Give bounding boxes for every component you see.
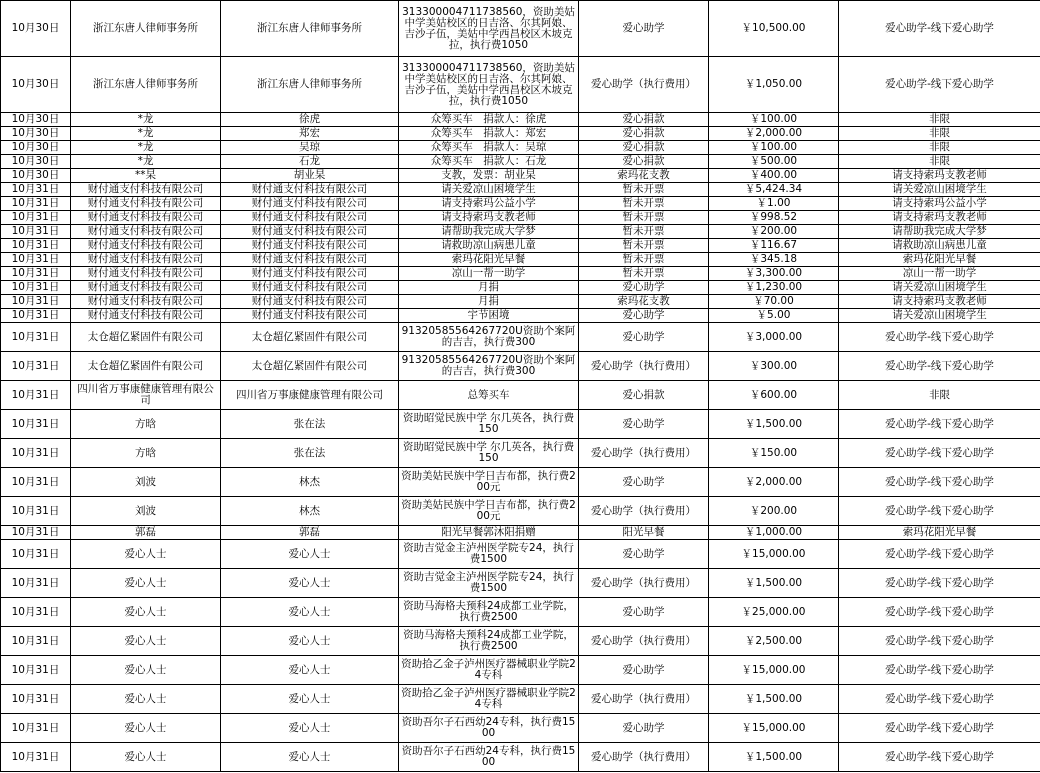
category-cell: 暂未开票	[579, 197, 709, 211]
payer-cell: 浙江东唐人律师事务所	[221, 1, 399, 57]
description-cell: 资助吾尔子石西幼24专科，执行费1500	[399, 714, 579, 743]
description-cell: 众筹买车 捐款人：郑宏	[399, 127, 579, 141]
table-row	[1, 253, 1040, 267]
table-row	[1, 211, 1040, 225]
purpose-cell: 爱心助学-线下爱心助学	[839, 743, 1040, 772]
amount-cell: ￥600.00	[709, 381, 839, 410]
category-cell: 爱心捐款	[579, 127, 709, 141]
purpose-cell: 爱心助学-线下爱心助学	[839, 468, 1040, 497]
description-cell: 资助美姑民族中学日吉布都，执行费200元	[399, 497, 579, 526]
amount-cell: ￥10,500.00	[709, 1, 839, 57]
description-cell: 宇节困境	[399, 309, 579, 323]
purpose-cell: 爱心助学-线下爱心助学	[839, 410, 1040, 439]
purpose-cell: 爱心助学-线下爱心助学	[839, 323, 1040, 352]
date-cell: 10月31日	[1, 743, 71, 772]
category-cell: 暂未开票	[579, 211, 709, 225]
payer-cell: 爱心人士	[221, 598, 399, 627]
donor-cell: 浙江东唐人律师事务所	[71, 57, 221, 113]
payer-cell: 张在法	[221, 410, 399, 439]
amount-cell: ￥100.00	[709, 141, 839, 155]
amount-cell: ￥200.00	[709, 225, 839, 239]
date-cell: 10月30日	[1, 1, 71, 57]
date-cell: 10月30日	[1, 57, 71, 113]
date-cell: 10月30日	[1, 155, 71, 169]
description-cell: 资助美姑民族中学日吉布都，执行费200元	[399, 468, 579, 497]
purpose-cell: 索玛花阳光早餐	[839, 526, 1040, 540]
date-cell: 10月31日	[1, 211, 71, 225]
category-cell: 暂未开票	[579, 253, 709, 267]
donor-cell: 爱心人士	[71, 714, 221, 743]
table-row	[1, 569, 1040, 598]
table-row	[1, 685, 1040, 714]
table-row	[1, 267, 1040, 281]
description-cell: 资助昭觉民族中学 尔几英各，执行费150	[399, 410, 579, 439]
payer-cell: 爱心人士	[221, 540, 399, 569]
category-cell: 爱心捐款	[579, 155, 709, 169]
amount-cell: ￥400.00	[709, 169, 839, 183]
payer-cell: 太仓超亿紧固件有限公司	[221, 352, 399, 381]
table-row	[1, 540, 1040, 569]
purpose-cell: 索玛花阳光早餐	[839, 253, 1040, 267]
payer-cell: 爱心人士	[221, 685, 399, 714]
purpose-cell: 爱心助学-线下爱心助学	[839, 497, 1040, 526]
payer-cell: 财付通支付科技有限公司	[221, 281, 399, 295]
amount-cell: ￥1,500.00	[709, 743, 839, 772]
category-cell: 爱心捐款	[579, 141, 709, 155]
date-cell: 10月30日	[1, 113, 71, 127]
amount-cell: ￥1.00	[709, 197, 839, 211]
purpose-cell: 爱心助学-线下爱心助学	[839, 540, 1040, 569]
date-cell: 10月30日	[1, 169, 71, 183]
purpose-cell: 爱心助学-线下爱心助学	[839, 656, 1040, 685]
payer-cell: 张在法	[221, 439, 399, 468]
category-cell: 爱心捐款	[579, 381, 709, 410]
date-cell: 10月31日	[1, 656, 71, 685]
amount-cell: ￥2,000.00	[709, 127, 839, 141]
amount-cell: ￥2,000.00	[709, 468, 839, 497]
description-cell: 众筹买车 捐款人：石龙	[399, 155, 579, 169]
payer-cell: 财付通支付科技有限公司	[221, 211, 399, 225]
table-row	[1, 410, 1040, 439]
description-cell: 凉山一帮一助学	[399, 267, 579, 281]
donor-cell: 财付通支付科技有限公司	[71, 267, 221, 281]
donor-cell: 财付通支付科技有限公司	[71, 225, 221, 239]
donor-cell: *龙	[71, 155, 221, 169]
category-cell: 爱心助学	[579, 309, 709, 323]
date-cell: 10月31日	[1, 468, 71, 497]
donor-cell: 财付通支付科技有限公司	[71, 197, 221, 211]
donor-cell: 爱心人士	[71, 656, 221, 685]
description-cell: 资助吾尔子石西幼24专科，执行费1500	[399, 743, 579, 772]
category-cell: 爱心助学	[579, 323, 709, 352]
date-cell: 10月31日	[1, 627, 71, 656]
donor-cell: 太仓超亿紧固件有限公司	[71, 323, 221, 352]
amount-cell: ￥100.00	[709, 113, 839, 127]
category-cell: 爱心助学（执行费用）	[579, 685, 709, 714]
payer-cell: 林杰	[221, 468, 399, 497]
category-cell: 爱心助学（执行费用）	[579, 569, 709, 598]
table-row	[1, 439, 1040, 468]
donor-cell: 刘波	[71, 497, 221, 526]
category-cell: 爱心助学（执行费用）	[579, 352, 709, 381]
table-row	[1, 183, 1040, 197]
purpose-cell: 非限	[839, 155, 1040, 169]
description-cell: 资助马海格夫预科24成都工业学院，执行费2500	[399, 627, 579, 656]
payer-cell: 四川省万事康健康管理有限公司	[221, 381, 399, 410]
purpose-cell: 请支持索玛公益小学	[839, 197, 1040, 211]
description-cell: 91320585564267720U资助个案阿的吉吉，执行费300	[399, 352, 579, 381]
donor-cell: 财付通支付科技有限公司	[71, 295, 221, 309]
purpose-cell: 请关爱凉山困境学生	[839, 281, 1040, 295]
description-cell: 资助马海格夫预科24成都工业学院，执行费2500	[399, 598, 579, 627]
amount-cell: ￥25,000.00	[709, 598, 839, 627]
purpose-cell: 非限	[839, 141, 1040, 155]
payer-cell: 林杰	[221, 497, 399, 526]
purpose-cell: 请关爱凉山困境学生	[839, 183, 1040, 197]
description-cell: 索玛花阳光早餐	[399, 253, 579, 267]
donor-cell: 财付通支付科技有限公司	[71, 211, 221, 225]
description-cell: 313300004711738560，资助美姑中学美姑校区的日吉洛、尔其阿娘、吉沙子伍，美姑中学西昌校区木坡克拉，执行费1050	[399, 57, 579, 113]
donor-cell: 太仓超亿紧固件有限公司	[71, 352, 221, 381]
category-cell: 爱心助学（执行费用）	[579, 439, 709, 468]
payer-cell: 太仓超亿紧固件有限公司	[221, 323, 399, 352]
date-cell: 10月31日	[1, 410, 71, 439]
purpose-cell: 爱心助学-线下爱心助学	[839, 627, 1040, 656]
description-cell: 众筹买车 捐款人：吴琼	[399, 141, 579, 155]
amount-cell: ￥5,424.34	[709, 183, 839, 197]
description-cell: 91320585564267720U资助个案阿的吉吉，执行费300	[399, 323, 579, 352]
category-cell: 爱心助学	[579, 410, 709, 439]
donor-cell: 爱心人士	[71, 569, 221, 598]
purpose-cell: 非限	[839, 381, 1040, 410]
purpose-cell: 请帮助我完成大学梦	[839, 225, 1040, 239]
table-row	[1, 497, 1040, 526]
category-cell: 爱心助学（执行费用）	[579, 497, 709, 526]
payer-cell: 爱心人士	[221, 569, 399, 598]
payer-cell: 财付通支付科技有限公司	[221, 267, 399, 281]
payer-cell: 财付通支付科技有限公司	[221, 183, 399, 197]
date-cell: 10月31日	[1, 309, 71, 323]
donor-cell: 财付通支付科技有限公司	[71, 309, 221, 323]
description-cell: 请支持索玛公益小学	[399, 197, 579, 211]
category-cell: 索玛花支教	[579, 295, 709, 309]
amount-cell: ￥1,500.00	[709, 685, 839, 714]
table-row	[1, 141, 1040, 155]
table-row	[1, 323, 1040, 352]
description-cell: 月捐	[399, 295, 579, 309]
payer-cell: 吴琼	[221, 141, 399, 155]
category-cell: 爱心助学	[579, 714, 709, 743]
table-row	[1, 127, 1040, 141]
purpose-cell: 爱心助学-线下爱心助学	[839, 714, 1040, 743]
date-cell: 10月31日	[1, 239, 71, 253]
purpose-cell: 非限	[839, 127, 1040, 141]
description-cell: 资助拾乙金子泸州医疗器械职业学院24专科	[399, 656, 579, 685]
category-cell: 阳光早餐	[579, 526, 709, 540]
date-cell: 10月31日	[1, 381, 71, 410]
table-row	[1, 656, 1040, 685]
amount-cell: ￥3,300.00	[709, 267, 839, 281]
category-cell: 爱心助学（执行费用）	[579, 627, 709, 656]
donor-cell: 财付通支付科技有限公司	[71, 253, 221, 267]
category-cell: 爱心捐款	[579, 113, 709, 127]
table-row	[1, 714, 1040, 743]
date-cell: 10月31日	[1, 197, 71, 211]
donor-cell: 财付通支付科技有限公司	[71, 281, 221, 295]
table-row	[1, 352, 1040, 381]
payer-cell: 郭磊	[221, 526, 399, 540]
payer-cell: 浙江东唐人律师事务所	[221, 57, 399, 113]
amount-cell: ￥1,500.00	[709, 410, 839, 439]
category-cell: 索玛花支教	[579, 169, 709, 183]
amount-cell: ￥1,500.00	[709, 569, 839, 598]
payer-cell: 财付通支付科技有限公司	[221, 309, 399, 323]
date-cell: 10月31日	[1, 598, 71, 627]
table-row	[1, 743, 1040, 772]
date-cell: 10月31日	[1, 569, 71, 598]
table-row	[1, 281, 1040, 295]
payer-cell: 徐虎	[221, 113, 399, 127]
table-row	[1, 526, 1040, 540]
donor-cell: 爱心人士	[71, 540, 221, 569]
date-cell: 10月31日	[1, 281, 71, 295]
description-cell: 月捐	[399, 281, 579, 295]
donor-cell: 财付通支付科技有限公司	[71, 183, 221, 197]
donor-cell: 爱心人士	[71, 743, 221, 772]
description-cell: 资助昭觉民族中学 尔几英各，执行费150	[399, 439, 579, 468]
payer-cell: 爱心人士	[221, 743, 399, 772]
payer-cell: 石龙	[221, 155, 399, 169]
amount-cell: ￥70.00	[709, 295, 839, 309]
payer-cell: 财付通支付科技有限公司	[221, 253, 399, 267]
purpose-cell: 爱心助学-线下爱心助学	[839, 598, 1040, 627]
donor-cell: 方晗	[71, 410, 221, 439]
category-cell: 爱心助学	[579, 598, 709, 627]
donor-cell: 爱心人士	[71, 627, 221, 656]
date-cell: 10月30日	[1, 127, 71, 141]
purpose-cell: 非限	[839, 113, 1040, 127]
donor-cell: 郭磊	[71, 526, 221, 540]
table-row	[1, 381, 1040, 410]
purpose-cell: 爱心助学-线下爱心助学	[839, 685, 1040, 714]
amount-cell: ￥15,000.00	[709, 540, 839, 569]
table-row	[1, 1, 1040, 57]
donor-cell: *龙	[71, 113, 221, 127]
table-row	[1, 598, 1040, 627]
amount-cell: ￥5.00	[709, 309, 839, 323]
purpose-cell: 爱心助学-线下爱心助学	[839, 352, 1040, 381]
donation-table-body	[1, 1, 1040, 772]
donor-cell: 四川省万事康健康管理有限公司	[71, 381, 221, 410]
table-row	[1, 57, 1040, 113]
date-cell: 10月31日	[1, 526, 71, 540]
payer-cell: 爱心人士	[221, 627, 399, 656]
category-cell: 暂未开票	[579, 225, 709, 239]
amount-cell: ￥15,000.00	[709, 656, 839, 685]
category-cell: 爱心助学	[579, 540, 709, 569]
category-cell: 暂未开票	[579, 183, 709, 197]
date-cell: 10月31日	[1, 714, 71, 743]
purpose-cell: 请关爱凉山困境学生	[839, 309, 1040, 323]
payer-cell: 爱心人士	[221, 656, 399, 685]
description-cell: 资助拾乙金子泸州医疗器械职业学院24专科	[399, 685, 579, 714]
date-cell: 10月31日	[1, 352, 71, 381]
description-cell: 请支持索玛支教老师	[399, 211, 579, 225]
amount-cell: ￥3,000.00	[709, 323, 839, 352]
table-row	[1, 113, 1040, 127]
amount-cell: ￥1,050.00	[709, 57, 839, 113]
amount-cell: ￥1,000.00	[709, 526, 839, 540]
purpose-cell: 爱心助学-线下爱心助学	[839, 1, 1040, 57]
table-row	[1, 197, 1040, 211]
date-cell: 10月31日	[1, 295, 71, 309]
amount-cell: ￥500.00	[709, 155, 839, 169]
purpose-cell: 凉山一帮一助学	[839, 267, 1040, 281]
donor-cell: 爱心人士	[71, 685, 221, 714]
table-row	[1, 155, 1040, 169]
amount-cell: ￥345.18	[709, 253, 839, 267]
payer-cell: 财付通支付科技有限公司	[221, 295, 399, 309]
amount-cell: ￥1,230.00	[709, 281, 839, 295]
amount-cell: ￥15,000.00	[709, 714, 839, 743]
table-row	[1, 225, 1040, 239]
description-cell: 支教，发票：胡业杲	[399, 169, 579, 183]
purpose-cell: 请救助凉山病患儿童	[839, 239, 1040, 253]
category-cell: 爱心助学（执行费用）	[579, 57, 709, 113]
description-cell: 请帮助我完成大学梦	[399, 225, 579, 239]
payer-cell: 爱心人士	[221, 714, 399, 743]
donor-cell: *龙	[71, 141, 221, 155]
date-cell: 10月31日	[1, 267, 71, 281]
amount-cell: ￥2,500.00	[709, 627, 839, 656]
description-cell: 请救助凉山病患儿童	[399, 239, 579, 253]
description-cell: 请关爱凉山困境学生	[399, 183, 579, 197]
donor-cell: *龙	[71, 127, 221, 141]
date-cell: 10月31日	[1, 497, 71, 526]
date-cell: 10月31日	[1, 540, 71, 569]
donor-cell: 浙江东唐人律师事务所	[71, 1, 221, 57]
date-cell: 10月31日	[1, 323, 71, 352]
date-cell: 10月31日	[1, 253, 71, 267]
amount-cell: ￥998.52	[709, 211, 839, 225]
description-cell: 资助吉觉金主泸州医学院专24，执行费1500	[399, 540, 579, 569]
payer-cell: 郑宏	[221, 127, 399, 141]
purpose-cell: 请支持索玛支教老师	[839, 211, 1040, 225]
donor-cell: 爱心人士	[71, 598, 221, 627]
description-cell: 阳光早餐郭沐阳捐赠	[399, 526, 579, 540]
description-cell: 资助吉觉金主泸州医学院专24，执行费1500	[399, 569, 579, 598]
table-row	[1, 627, 1040, 656]
date-cell: 10月30日	[1, 141, 71, 155]
date-cell: 10月31日	[1, 225, 71, 239]
date-cell: 10月31日	[1, 685, 71, 714]
category-cell: 暂未开票	[579, 239, 709, 253]
payer-cell: 财付通支付科技有限公司	[221, 239, 399, 253]
donor-cell: 刘波	[71, 468, 221, 497]
date-cell: 10月31日	[1, 183, 71, 197]
amount-cell: ￥150.00	[709, 439, 839, 468]
date-cell: 10月31日	[1, 439, 71, 468]
table-row	[1, 309, 1040, 323]
category-cell: 暂未开票	[579, 267, 709, 281]
category-cell: 爱心助学（执行费用）	[579, 743, 709, 772]
purpose-cell: 爱心助学-线下爱心助学	[839, 569, 1040, 598]
purpose-cell: 爱心助学-线下爱心助学	[839, 57, 1040, 113]
description-cell: 总筹买车	[399, 381, 579, 410]
purpose-cell: 爱心助学-线下爱心助学	[839, 439, 1040, 468]
donor-cell: **杲	[71, 169, 221, 183]
table-row	[1, 295, 1040, 309]
amount-cell: ￥116.67	[709, 239, 839, 253]
description-cell: 众筹买车 捐款人：徐虎	[399, 113, 579, 127]
category-cell: 爱心助学	[579, 656, 709, 685]
table-row	[1, 239, 1040, 253]
description-cell: 313300004711738560，资助美姑中学美姑校区的日吉洛、尔其阿娘、吉沙子伍，美姑中学西昌校区木坡克拉，执行费1050	[399, 1, 579, 57]
category-cell: 爱心助学	[579, 281, 709, 295]
amount-cell: ￥300.00	[709, 352, 839, 381]
payer-cell: 财付通支付科技有限公司	[221, 197, 399, 211]
purpose-cell: 请支持索玛支教老师	[839, 169, 1040, 183]
amount-cell: ￥200.00	[709, 497, 839, 526]
payer-cell: 胡业杲	[221, 169, 399, 183]
table-row	[1, 468, 1040, 497]
category-cell: 爱心助学	[579, 1, 709, 57]
donor-cell: 方晗	[71, 439, 221, 468]
category-cell: 爱心助学	[579, 468, 709, 497]
purpose-cell: 请支持索玛支教老师	[839, 295, 1040, 309]
donor-cell: 财付通支付科技有限公司	[71, 239, 221, 253]
table-row	[1, 169, 1040, 183]
payer-cell: 财付通支付科技有限公司	[221, 225, 399, 239]
